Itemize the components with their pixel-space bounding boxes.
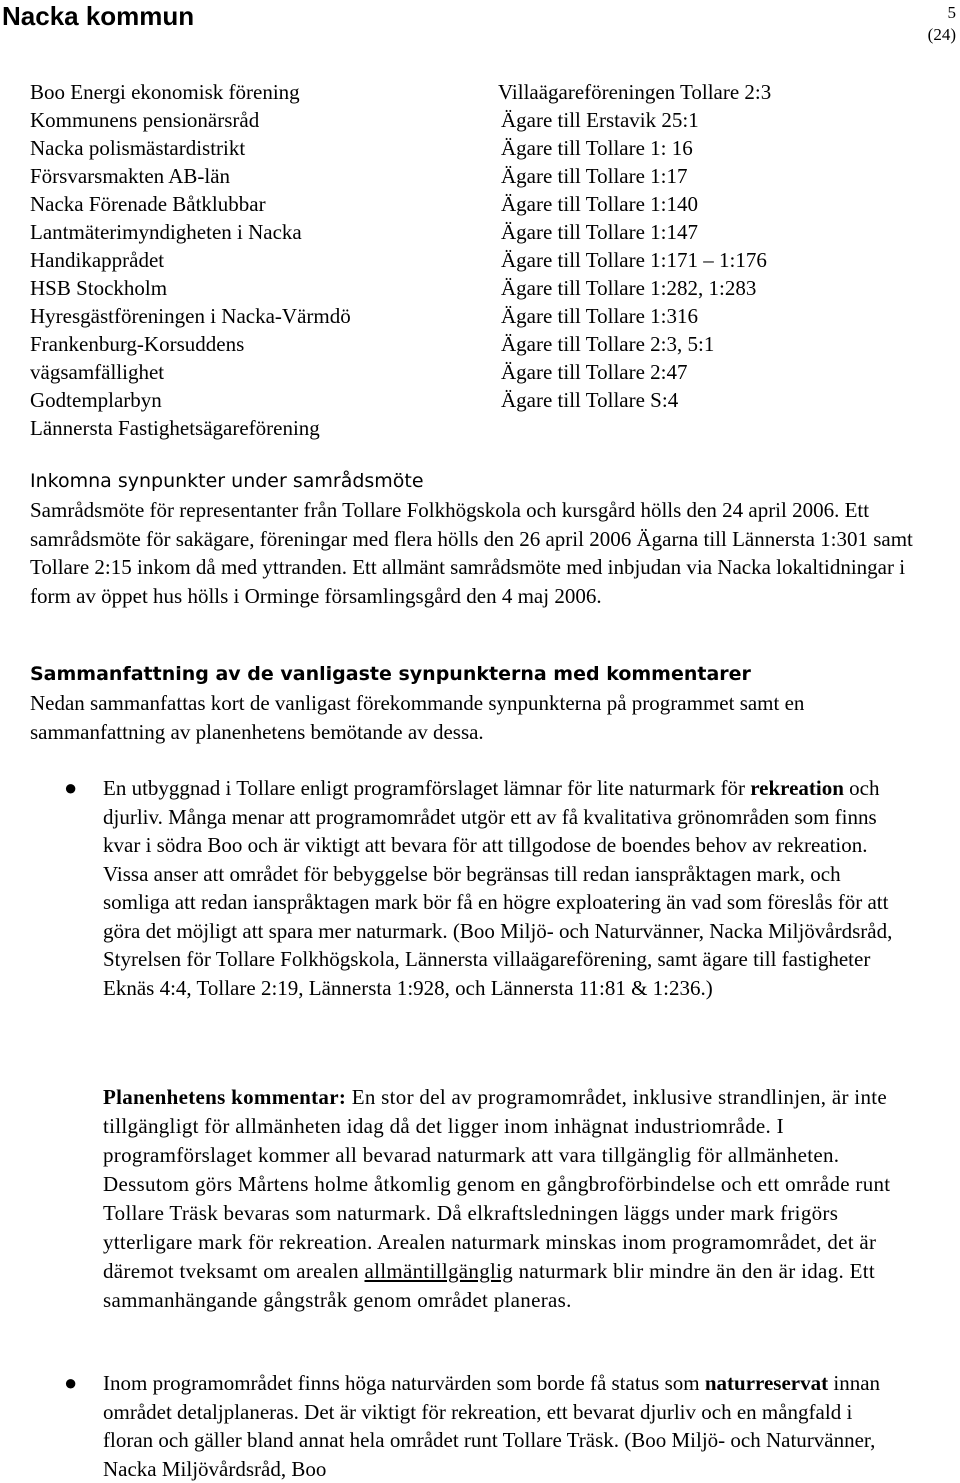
bullet-icon: ● <box>64 1370 78 1395</box>
owner-item: Ägare till Tollare 1: 16 <box>501 136 693 160</box>
organization-item: Handikapprådet <box>30 248 165 272</box>
bullet-text-pre: En utbyggnad i Tollare enligt programförslaget lämnar för lite naturmark för <box>103 776 745 800</box>
owner-item: Ägare till Tollare 2:47 <box>501 360 688 384</box>
owner-item: Ägare till Tollare S:4 <box>501 388 679 412</box>
bullet-icon: ● <box>64 775 78 800</box>
bullet-item-recreation <box>103 774 903 1002</box>
organization-item: Försvarsmakten AB-län <box>30 164 231 188</box>
owner-item: Ägare till Tollare 1:17 <box>501 164 688 188</box>
organization-item: Godtemplarbyn <box>30 388 162 412</box>
organization-item: vägsamfällighet <box>30 360 165 384</box>
comment-label: Planenhetens kommentar: <box>103 1085 347 1109</box>
owner-item: Villaägareföreningen Tollare 2:3 <box>498 80 772 104</box>
keyword-recreation: rekreation <box>750 776 844 800</box>
organization-item: Hyresgästföreningen i Nacka-Värmdö <box>30 304 351 328</box>
keyword-nature-reserve: naturreservat <box>704 1371 829 1395</box>
summary-intro-paragraph: Nedan sammanfattas kort de vanligast förekommande synpunkterna på programmet samt en sammanfattning av planenhetens bemötande av dessa. <box>30 691 805 744</box>
organization-item: HSB Stockholm <box>30 276 168 300</box>
owner-item: Ägare till Erstavik 25:1 <box>501 108 699 132</box>
organization-item: Lännersta Fastighetsägareförening <box>30 416 320 440</box>
owner-item: Ägare till Tollare 1:147 <box>501 220 699 244</box>
consultation-paragraph: Samrådsmöte för representanter från Tollare Folkhögskola och kursgård hölls den 24 april 2006. Ett samrådsmöte för sakägare, föreningar med flera hölls den 26 april 2006 Ägarna till Lännersta 1:301 samt Tollare 2:15 inkom då med yttranden. Ett allmänt samrådsmöte med inbjudan via Nacka lokaltidningar i form av öppet hus hölls i Orminge församlingsgård den 4 maj 2006. <box>30 498 913 608</box>
page-number <box>928 2 956 46</box>
page-number-current: 5 <box>947 3 956 22</box>
section-heading-summary: Sammanfattning av de vanligaste synpunkterna med kommentarer <box>30 663 751 685</box>
section-heading-consultation: Inkomna synpunkter under samrådsmöte <box>30 470 424 492</box>
owner-item: Ägare till Tollare 1:171 – 1:176 <box>501 248 767 272</box>
organization-item: Kommunens pensionärsråd <box>30 108 260 132</box>
owner-item: Ägare till Tollare 1:282, 1:283 <box>501 276 757 300</box>
owner-item: Ägare till Tollare 1:316 <box>501 304 699 328</box>
organization-list <box>30 78 351 442</box>
owner-item: Ägare till Tollare 2:3, 5:1 <box>501 332 715 356</box>
owner-list <box>498 78 771 414</box>
bullet-text-post: innan området detaljplaneras. Det är viktigt för rekreation, ett bevarat djurliv och en mångfald i floran och gäller bland annat hela området runt Tollare Träsk. (Boo Miljö- och Naturvänner, Nacka Miljövårdsråd, Boo <box>103 1371 881 1481</box>
bullet-item-nature-reserve <box>103 1369 903 1483</box>
organization-item: Nacka Förenade Båtklubbar <box>30 192 266 216</box>
comment-underlined-word: allmäntillgänglig <box>364 1259 514 1283</box>
page-number-total: (24) <box>927 25 956 44</box>
bullet-text-pre: Inom programområdet finns höga naturvärden som borde få status som <box>103 1371 700 1395</box>
organization-item: Lantmäterimyndigheten i Nacka <box>30 220 302 244</box>
organization-item: Boo Energi ekonomisk förening <box>30 80 300 104</box>
organization-item: Frankenburg-Korsuddens <box>30 332 245 356</box>
comment-text-end: naturmark blir mindre än den är idag. Ett sammanhängande gångstråk genom området planeras. <box>103 1259 875 1312</box>
comment-text: En stor del av programområdet, inklusive strandlinjen, är inte tillgängligt för allmänheten idag då det ligger inom inhägnat industriområde. I programförslaget kommer all bevarad naturmark att vara tillgänglig för allmänheten. Dessutom görs Mårtens holme åtkomlig genom en gångbroförbindelse och ett område runt Tollare Träsk bevaras som naturmark. Då elkraftsledningen läggs under mark frigörs ytterligare mark för rekreation. Arealen naturmark minskas inom programområdet, det är däremot tveksamt om arealen <box>103 1085 891 1283</box>
document-header-title: Nacka kommun <box>2 1 195 31</box>
planning-comment <box>103 1083 898 1315</box>
bullet-text-post: och djurliv. Många menar att programområdet utgör ett av få kvalitativa grönområden som finns kvar i södra Boo och är viktigt att bevara för att tillgodose de boendes behov av rekreation. Vissa anser att området för bebyggelse bör begränsas till redan ianspråktagen mark, och somliga att redan ianspråktagen mark bör få en högre exploatering än vad som föreslås för att göra det möjligt att spara mer naturmark. (Boo Miljö- och Naturvänner, Nacka Miljövårdsråd, Styrelsen för Tollare Folkhögskola, Lännersta villaägareförening, samt ägare till fastigheter Eknäs 4:4, Tollare 2:19, Lännersta 1:928, och Lännersta 11:81 & 1:236.) <box>103 776 893 1000</box>
owner-item: Ägare till Tollare 1:140 <box>501 192 699 216</box>
organization-item: Nacka polismästardistrikt <box>30 136 246 160</box>
